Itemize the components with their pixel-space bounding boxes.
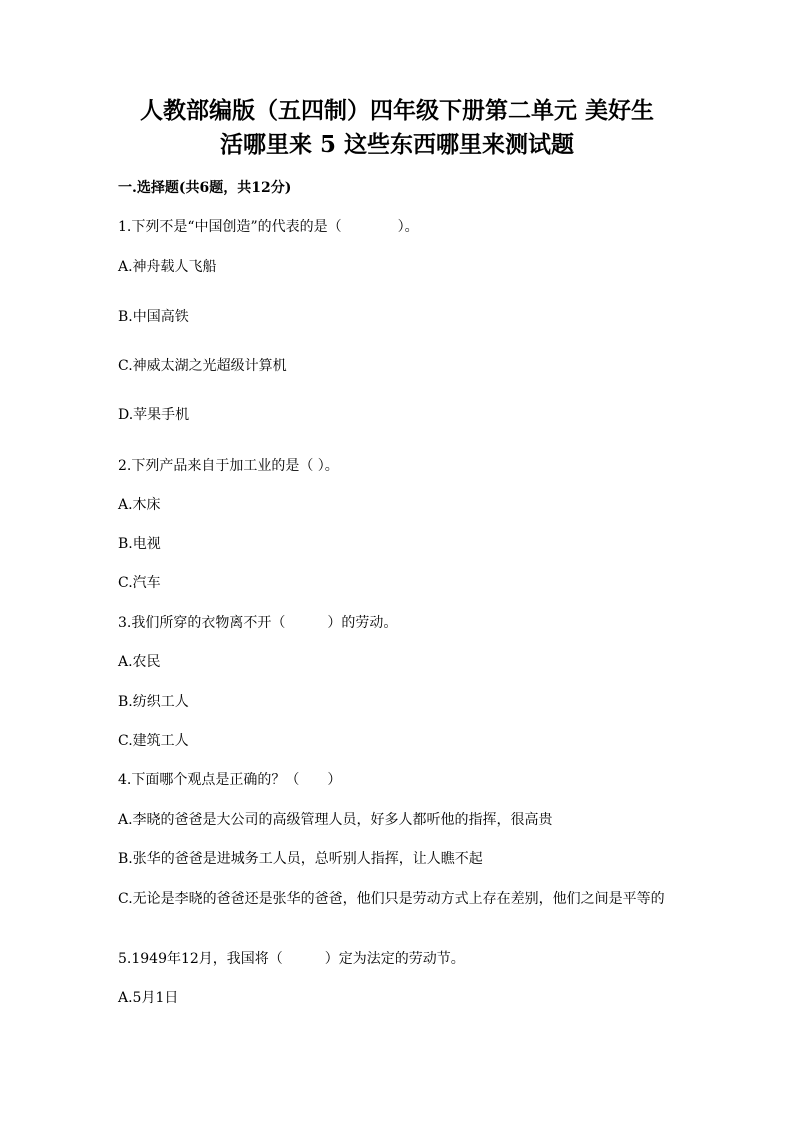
- question-option: B.中国高铁: [118, 309, 189, 325]
- page-title-line-1: 人教部编版（五四制）四年级下册第二单元 美好生: [139, 97, 654, 124]
- question-stem: 2.下列产品来自于加工业的是（ ）。: [118, 458, 339, 474]
- question-option: C.神威太湖之光超级计算机: [118, 358, 287, 374]
- page-title: [100, 94, 694, 162]
- question-option: C.汽车: [118, 575, 161, 591]
- question-option: B.张华的爸爸是进城务工人员，总听别人指挥，让人瞧不起: [118, 851, 483, 867]
- question-option: C.无论是李晓的爸爸还是张华的爸爸，他们只是劳动方式上存在差别，他们之间是平等的: [118, 891, 665, 907]
- question-option: B.电视: [118, 536, 161, 552]
- question-option: A.农民: [118, 654, 161, 670]
- section-heading: 一.选择题(共6题，共12分): [118, 180, 292, 196]
- question-option: D.苹果手机: [118, 407, 190, 423]
- question-stem: 3.我们所穿的衣物离不开（ ）的劳动。: [118, 615, 398, 631]
- question-option: A.木床: [118, 497, 161, 513]
- question-option: C.建筑工人: [118, 733, 189, 749]
- question-option: A.5月1日: [118, 990, 179, 1006]
- question-stem: 5.1949年12月，我国将（ ）定为法定的劳动节。: [118, 951, 465, 967]
- question-option: A.李晓的爸爸是大公司的高级管理人员，好多人都听他的指挥，很高贵: [118, 812, 553, 828]
- page-title-line-2: 活哪里来 5 这些东西哪里来测试题: [219, 131, 575, 158]
- question-stem: 4.下面哪个观点是正确的？（ ）: [118, 772, 342, 788]
- question-option: A.神舟载人飞船: [118, 259, 217, 275]
- question-option: B.纺织工人: [118, 694, 189, 710]
- question-stem: 1.下列不是“中国创造”的代表的是（ ）。: [118, 219, 419, 235]
